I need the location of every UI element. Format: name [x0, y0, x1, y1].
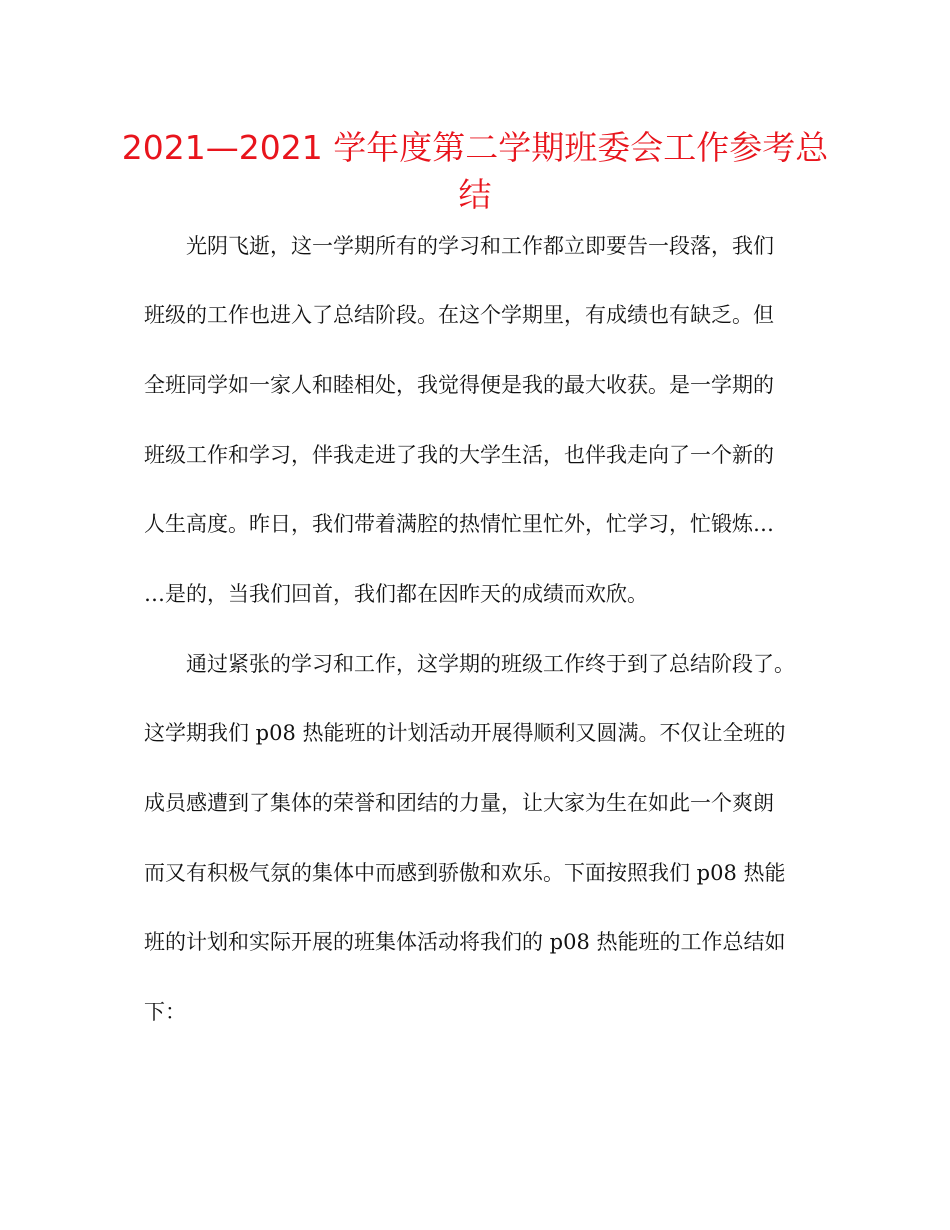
paragraph-1-line-3: 全班同学如一家人和睦相处，我觉得便是我的最大收获。是一学期的	[144, 373, 774, 397]
paragraph-1-line-6: …是的，当我们回首，我们都在因昨天的成绩而欢欣。	[144, 582, 648, 606]
paragraph-2-line-5: 班的计划和实际开展的班集体活动将我们的 p08 热能班的工作总结如	[144, 930, 786, 954]
paragraph-1-line-2: 班级的工作也进入了总结阶段。在这个学期里，有成绩也有缺乏。但	[144, 303, 774, 327]
paragraph-2-line-3: 成员感遭到了集体的荣誉和团结的力量，让大家为生在如此一个爽朗	[144, 791, 774, 815]
paragraph-1-line-1: 光阴飞逝，这一学期所有的学习和工作都立即要告一段落，我们	[186, 234, 774, 258]
paragraph-2-line-1: 通过紧张的学习和工作，这学期的班级工作终于到了总结阶段了。	[186, 652, 795, 676]
paragraph-2-line-4: 而又有积极气氛的集体中而感到骄傲和欢乐。下面按照我们 p08 热能	[144, 861, 786, 885]
document-title-line-2: 结	[458, 175, 492, 214]
paragraph-2-line-2: 这学期我们 p08 热能班的计划活动开展得顺利又圆满。不仅让全班的	[144, 721, 786, 745]
paragraph-2-line-6: 下：	[144, 1000, 186, 1024]
paragraph-1-line-4: 班级工作和学习，伴我走进了我的大学生活，也伴我走向了一个新的	[144, 443, 774, 467]
document-title-line-1: 2021—2021 学年度第二学期班委会工作参考总	[121, 128, 829, 167]
paragraph-1-line-5: 人生高度。昨日，我们带着满腔的热情忙里忙外，忙学习，忙锻炼…	[144, 512, 774, 536]
